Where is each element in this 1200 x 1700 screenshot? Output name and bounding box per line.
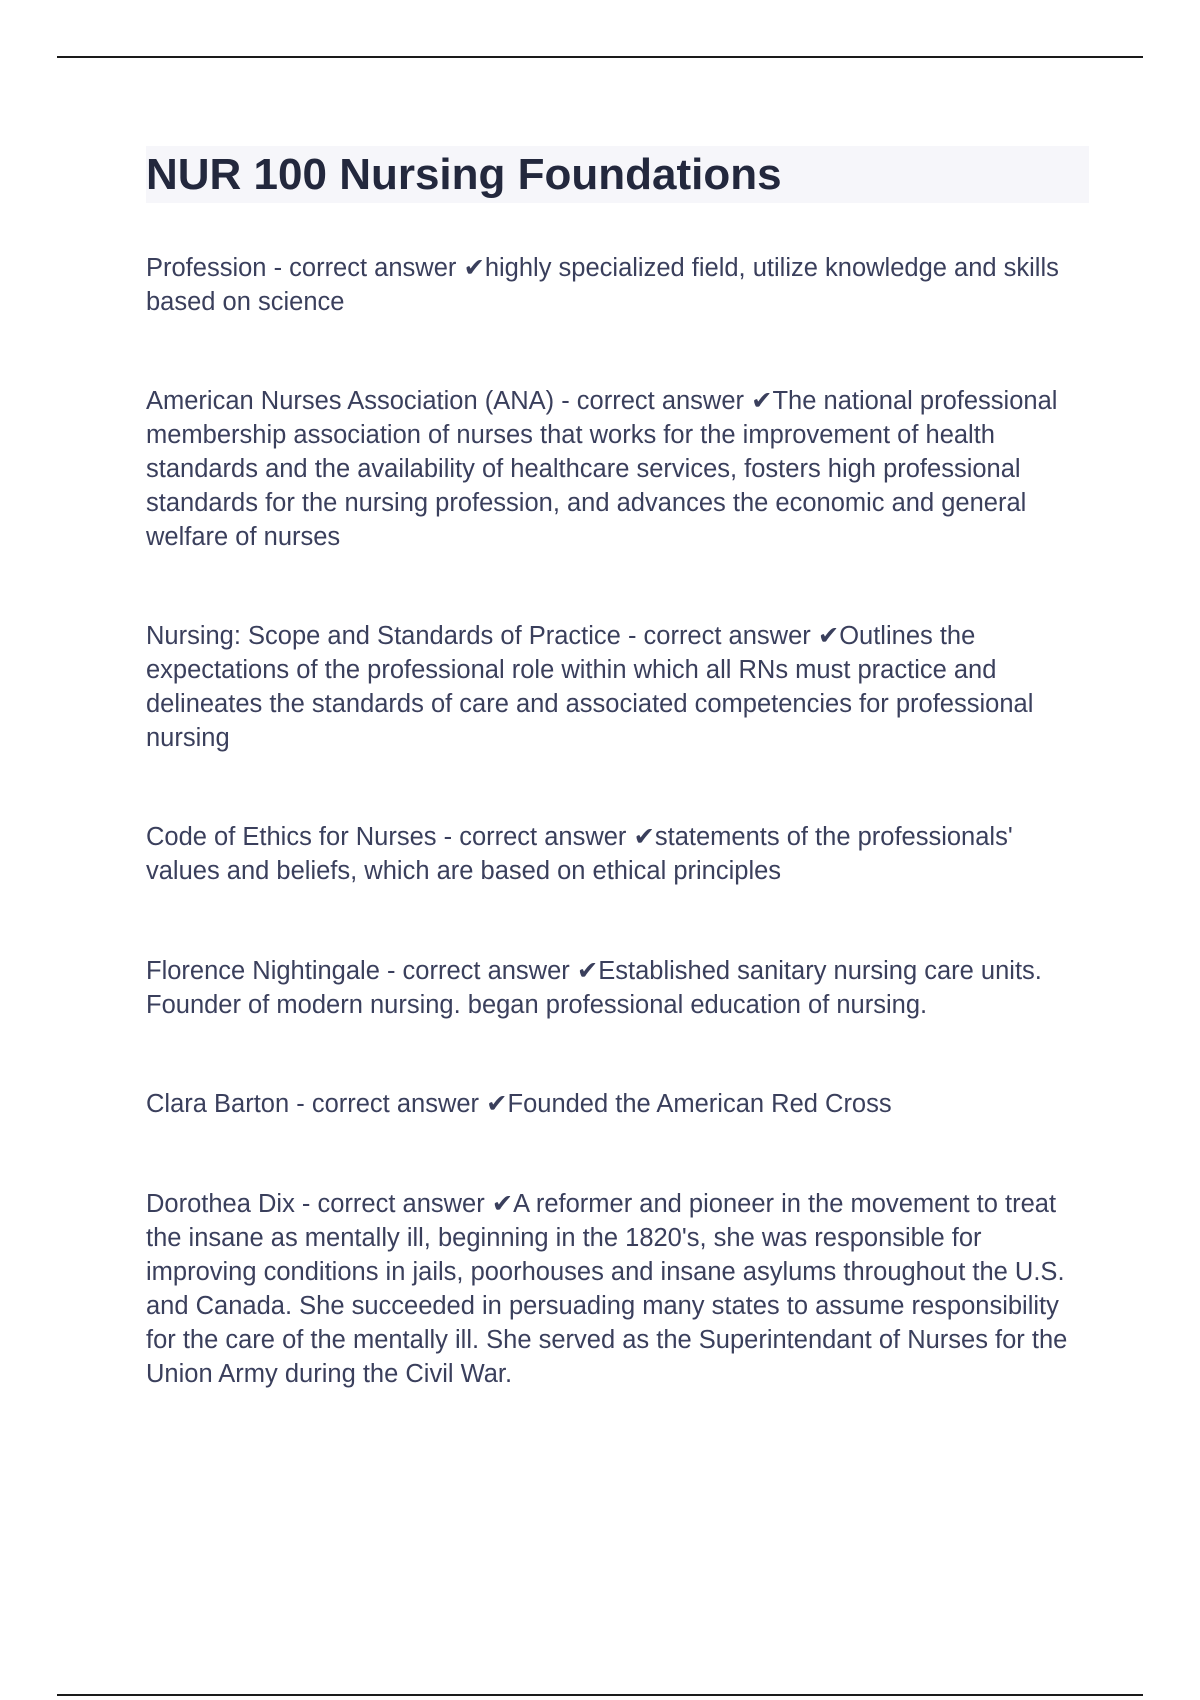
qa-term: Code of Ethics for Nurses [146, 823, 437, 851]
qa-separator: - correct answer [554, 387, 752, 415]
qa-answer: statements of the professionals' values and beliefs, which are based on ethical principles [146, 823, 1013, 885]
qa-item [146, 820, 1089, 888]
qa-separator: - correct answer [294, 1190, 492, 1218]
check-icon: ✔ [751, 387, 773, 415]
qa-term: Dorothea Dix [146, 1190, 295, 1218]
qa-answer: highly specialized field, utilize knowledge and skills based on science [146, 254, 1059, 316]
qa-answer: Outlines the expectations of the professional role within which all RNs must practice and delineates the standards of care and associated competencies for professional nursing [146, 622, 1034, 752]
qa-separator: - correct answer [620, 622, 818, 650]
check-icon: ✔ [633, 823, 655, 851]
qa-item [146, 619, 1089, 755]
qa-term: Profession [146, 254, 267, 282]
qa-answer: A reformer and pioneer in the movement to treat the insane as mentally ill, beginning in the 1820's, she was responsible for improving conditions in jails, poorhouses and insane asylums throughout the U.S. and Canada. She succeeded in persuading many states to assume responsibility for the care of the mentally ill. She served as the Superintendant of Nurses for the Union Army during the Civil War. [146, 1190, 1068, 1388]
check-icon: ✔ [486, 1090, 508, 1118]
qa-separator: - correct answer [266, 254, 464, 282]
top-rule [57, 56, 1143, 58]
qa-answer: Established sanitary nursing care units. Founder of modern nursing. began professional education of nursing. [146, 957, 1042, 1019]
qa-separator: - correct answer [379, 957, 577, 985]
check-icon: ✔ [491, 1190, 514, 1218]
qa-term: Nursing: Scope and Standards of Practice [146, 622, 621, 650]
bottom-rule [57, 1694, 1143, 1696]
qa-term: American Nurses Association (ANA) [146, 387, 555, 415]
qa-item [146, 251, 1089, 319]
qa-item [146, 1087, 1089, 1121]
qa-term: Florence Nightingale [146, 957, 380, 985]
qa-separator: - correct answer [436, 823, 634, 851]
qa-item [146, 384, 1089, 554]
qa-separator: - correct answer [289, 1090, 487, 1118]
document-body [146, 146, 1089, 1391]
qa-term: Clara Barton [146, 1090, 290, 1118]
qa-answer: Founded the American Red Cross [507, 1090, 892, 1118]
title-band [146, 146, 1089, 203]
qa-item [146, 1187, 1089, 1391]
check-icon: ✔ [817, 622, 840, 650]
qa-answer: The national professional membership association of nurses that works for the improvement of health standards and the availability of healthcare services, fosters high professional standards for the nursing profession, and advances the economic and general welfare of nurses [146, 387, 1058, 551]
check-icon: ✔ [576, 957, 599, 985]
check-icon: ✔ [463, 254, 485, 282]
page-title: NUR 100 Nursing Foundations [146, 149, 782, 199]
qa-item [146, 954, 1089, 1022]
